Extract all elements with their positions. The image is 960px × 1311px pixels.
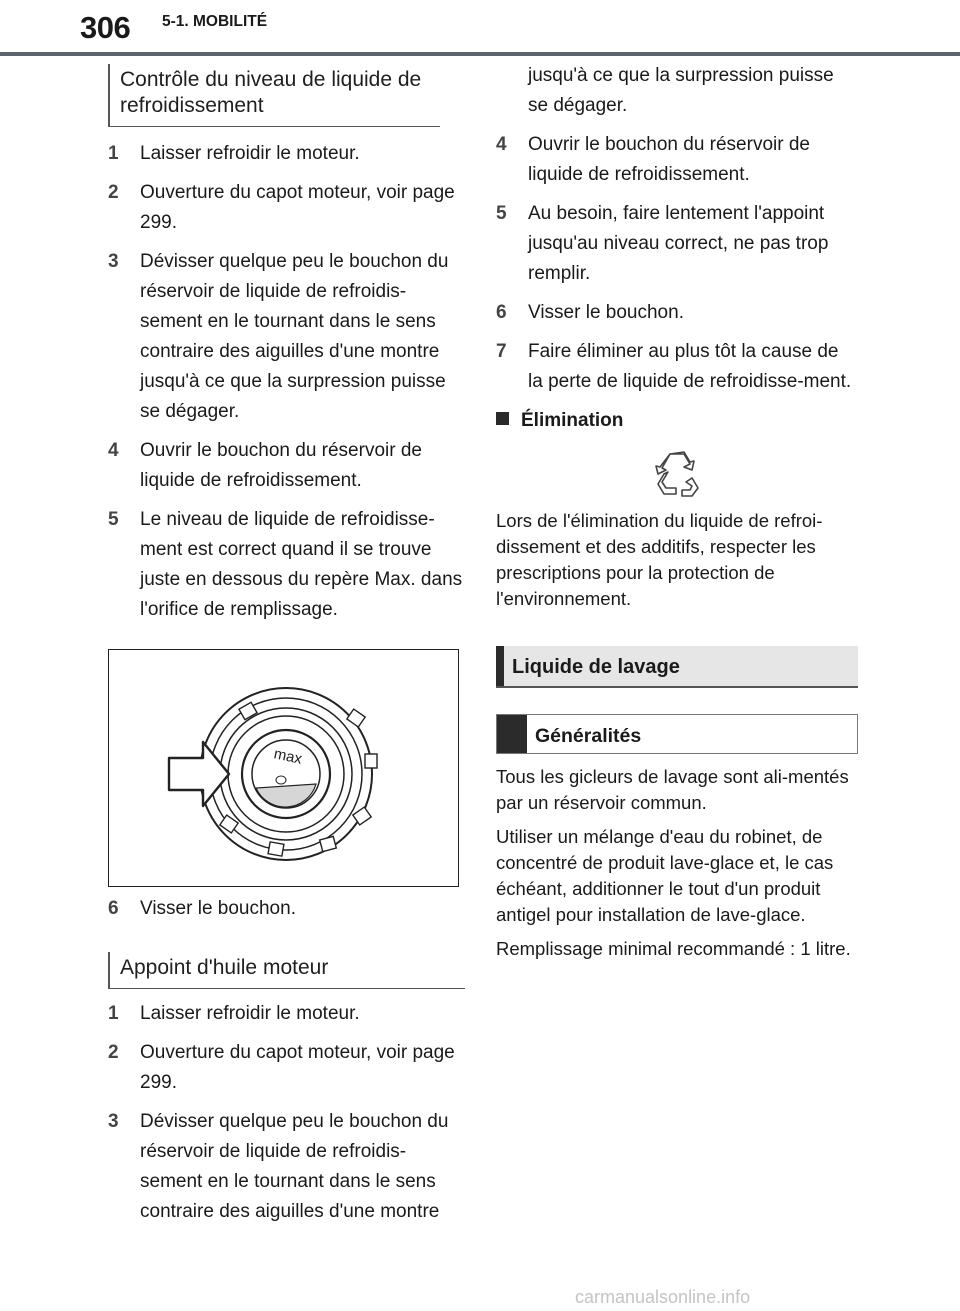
step-text: Ouvrir le bouchon du réservoir de liquide de refroidissement.	[528, 134, 810, 185]
washer-paragraph: Tous les gicleurs de lavage sont ali-mentés par un réservoir commun.	[496, 766, 849, 813]
washer-paragraph: Utiliser un mélange d'eau du robinet, de concentré de produit lave-glace et, le cas échéant, additionner le tout d'un produit antigel pour installation de lave-glace.	[496, 826, 834, 925]
coolant-section-title: Contrôle du niveau de liquide de refroidissement	[108, 64, 440, 127]
topup-step-1	[108, 999, 468, 1029]
max-mark: max	[272, 745, 304, 768]
coolant-step-1	[108, 139, 468, 169]
step-text: Ouvrir le bouchon du réservoir de liquide de refroidissement.	[140, 440, 422, 491]
step-number: 4	[108, 440, 119, 461]
step-number: 2	[108, 182, 119, 203]
coolant-step-2	[108, 178, 468, 238]
topup-steps-continued	[496, 130, 858, 397]
topup-step-3	[108, 1107, 468, 1227]
square-bullet-icon	[496, 412, 509, 425]
coolant-step-6	[108, 894, 468, 924]
step-text: Visser le bouchon.	[140, 898, 296, 919]
disposal-heading	[496, 406, 858, 436]
step-number: 3	[108, 1111, 119, 1132]
right-column	[496, 61, 858, 970]
topup-step-4	[496, 130, 858, 190]
coolant-step-5	[108, 505, 468, 625]
coolant-steps	[108, 139, 468, 625]
topup-step-5	[496, 199, 858, 289]
step-text: Visser le bouchon.	[528, 302, 684, 323]
washer-subsection-bar	[496, 714, 858, 754]
step-text: Ouverture du capot moteur, voir page 299.	[140, 182, 455, 233]
topup-steps	[108, 999, 468, 1227]
washer-subsection-title: Généralités	[535, 725, 642, 747]
left-column	[108, 64, 468, 1236]
header-rule	[0, 52, 960, 56]
page-number: 306	[80, 10, 131, 45]
washer-section-bar	[496, 646, 858, 688]
step-number: 3	[108, 251, 119, 272]
step-number: 2	[108, 1042, 119, 1063]
coolant-cap-figure	[108, 649, 459, 887]
topup-step-2	[108, 1038, 468, 1098]
topup-step-6	[496, 298, 858, 328]
step-number: 1	[108, 1003, 119, 1024]
step-number: 5	[108, 509, 119, 530]
step-text: Faire éliminer au plus tôt la cause de la perte de liquide de refroidisse-ment.	[528, 341, 852, 392]
step-number: 5	[496, 203, 507, 224]
section-title: 5-1. MOBILITÉ	[162, 13, 268, 30]
arrow-icon	[169, 742, 229, 806]
step-text: Au besoin, faire lentement l'appoint jusqu'au niveau correct, ne pas trop remplir.	[528, 203, 829, 284]
recycle-icon	[496, 448, 858, 502]
washer-section-title: Liquide de lavage	[512, 656, 680, 678]
disposal-text: Lors de l'élimination du liquide de refroi-dissement et des additifs, respecter les prescriptions pour la protection de l'environnement.	[496, 510, 823, 609]
coolant-final-step	[108, 894, 468, 924]
step-number: 7	[496, 341, 507, 362]
coolant-cap-illustration	[109, 650, 458, 886]
topup-step-7	[496, 337, 858, 397]
step-number: 6	[108, 898, 119, 919]
topup-step-3-continued: jusqu'à ce que la surpression puisse se dégager.	[528, 65, 834, 116]
step-text: Ouverture du capot moteur, voir page 299.	[140, 1042, 455, 1093]
step-number: 4	[496, 134, 507, 155]
bar-marker	[497, 715, 527, 753]
step-text: Le niveau de liquide de refroidisse-ment est correct quand il se trouve juste en dessous du repère Max. dans l'orifice de remplissage.	[140, 509, 463, 620]
step-text: Laisser refroidir le moteur.	[140, 1003, 360, 1024]
step-text: Dévisser quelque peu le bouchon du réservoir de liquide de refroidis-sement en le tournant dans le sens contraire des aiguilles d'une montre	[140, 1111, 449, 1222]
washer-paragraph: Remplissage minimal recommandé : 1 litre.	[496, 938, 851, 959]
step-text: Laisser refroidir le moteur.	[140, 143, 360, 164]
step-number: 1	[108, 143, 119, 164]
step-text: Dévisser quelque peu le bouchon du réservoir de liquide de refroidis-sement en le tournant dans le sens contraire des aiguilles d'une montre jusqu'à ce que la surpression puisse se dégager.	[140, 251, 449, 422]
watermark: carmanualsonline.info	[575, 1287, 751, 1307]
bar-marker	[496, 646, 504, 686]
coolant-step-3	[108, 247, 468, 427]
washer-body	[496, 764, 858, 962]
step-number: 6	[496, 302, 507, 323]
topup-section-title: Appoint d'huile moteur	[108, 952, 465, 989]
disposal-heading-text: Élimination	[521, 410, 624, 431]
coolant-step-4	[108, 436, 468, 496]
